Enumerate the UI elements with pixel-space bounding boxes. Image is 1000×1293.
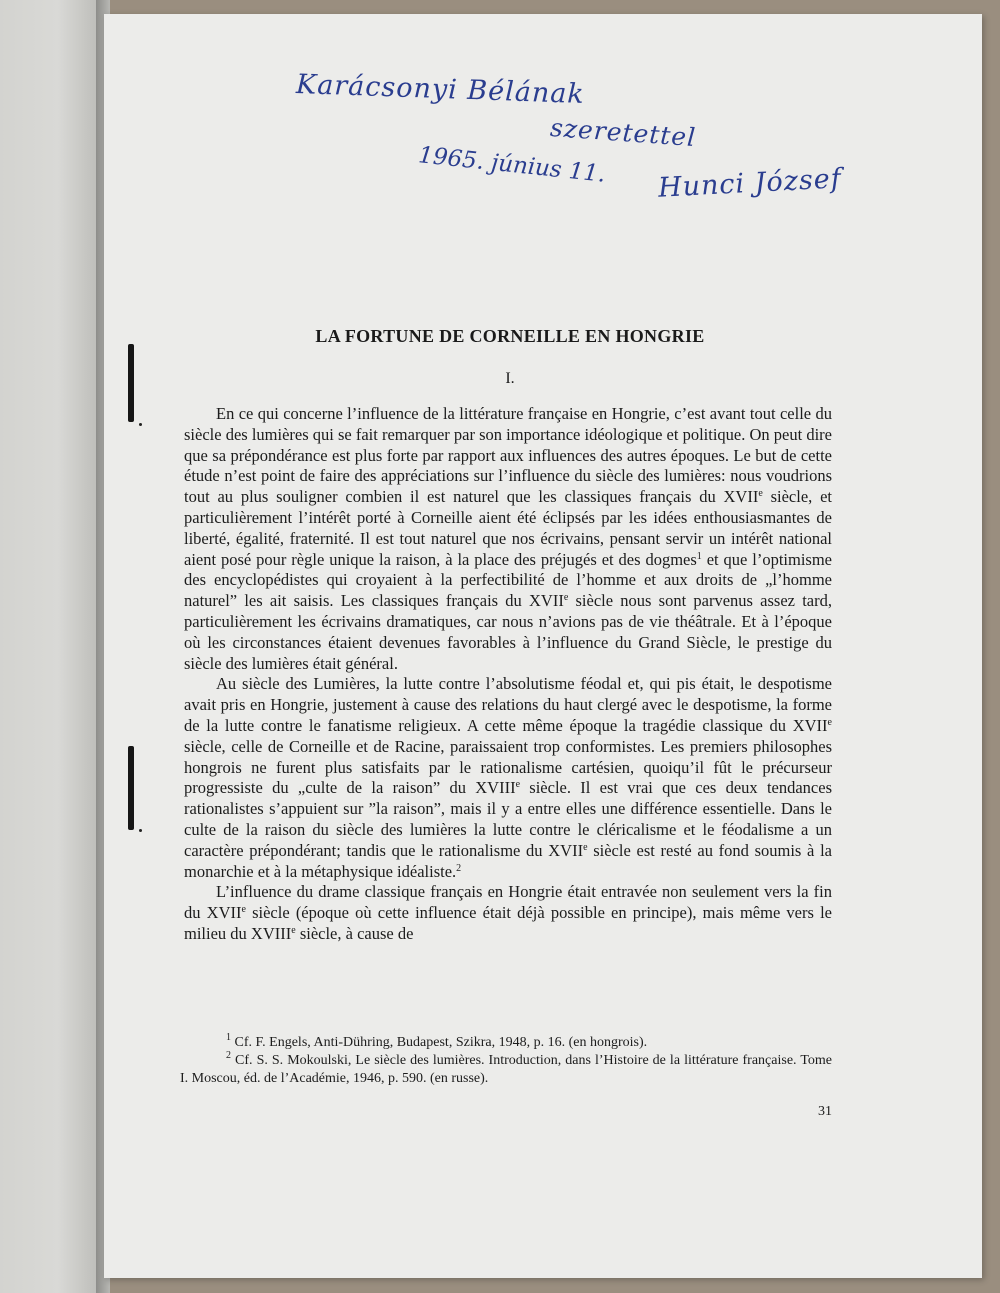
paragraph-2 [184,674,832,882]
superscript: e [515,779,521,791]
dedication-line-1: Karácsonyi Bélának [295,68,586,111]
footnote-1 [180,1034,832,1052]
dedication-date: 1965. június 11. [417,142,607,188]
superscript: e [291,924,296,936]
staple-dot-top [139,423,142,426]
footnote-text: Cf. F. Engels, Anti-Dühring, Budapest, Szikra, 1948, p. 16. (en hongrois). [231,1035,648,1050]
article-title: LA FORTUNE DE CORNEILLE EN HONGRIE [315,326,705,346]
text-run: siècle, et particulièrement l’intérêt porté à Corneille aient été éclipsés par les idées enthousiasmantes de liberté, égalité, fraternité. Il est tout naturel que nos écrivains, pensant servir un intérêt national aient posé pour règle unique la raison, à la place des préjugés et des dogmes [184,487,833,569]
footnote-mark: 2 [226,1050,231,1061]
signature: Hunci József [657,163,843,204]
footnote-ref-1: 1 [696,550,702,562]
text-run: siècle, celle de Corneille et de Racine, paraissaient trop conformistes. Les premiers philosophes hongrois ne furent plus satisfaits par le rationalisme cartésien, quoiqu’il fût le précurseur progressiste du „culte de la raison” du XVIII [184,736,832,798]
superscript: e [241,904,246,916]
superscript: e [563,592,569,604]
footnote-text: Cf. S. S. Mokoulski, Le siècle des lumières. Introduction, dans l’Histoire de la littérature française. Tome I. Moscou, éd. de l’Académie, 1946, p. 590. (en russe). [180,1053,832,1086]
superscript: e [758,488,763,500]
text-run: et que l’optimisme des encyclopédistes qui croyaient à la perfectibilité de l’homme et aux droits de „l’homme naturel” les ait saisis. Les classiques français du XVII [184,549,833,611]
footnotes [180,1034,832,1088]
staple-dot-bottom [139,829,142,832]
superscript: e [583,841,588,853]
footnote-ref-2: 2 [456,862,462,874]
staple-mark-top [128,344,134,422]
article-body [184,404,832,945]
paragraph-3 [184,882,832,944]
text-run: siècle est resté au fond soumis à la monarchie et à la métaphysique idéaliste. [184,840,832,881]
page-number: 31 [818,1104,832,1119]
text-run: Au siècle des Lumières, la lutte contre l’absolutisme féodal et, qui pis était, le despotisme avait pris en Hongrie, justement à cause des relations du haut clergé avec le despotisme, la forme de la lutte contre le fanatisme religieux. A cette même époque la tragédie classique du XVII [184,674,832,735]
dedication-line-2: szeretettel [549,112,698,153]
facing-page [0,0,100,1293]
paragraph-1 [184,404,832,674]
text-run: siècle (époque où cette influence était déjà possible en principe), mais même vers le milieu du XVIII [184,903,832,943]
text-run: siècle, à cause de [295,923,414,943]
section-number: I. [505,370,515,387]
footnote-mark: 1 [226,1032,231,1043]
superscript: e [827,716,832,728]
text-run: En ce qui concerne l’influence de la littérature française en Hongrie, c’est avant tout celle du siècle des lumières qui se fait remarquer par son importance idéologique et politique. On peut dire que sa prépondérance est plus forte par rapport aux influences des autres époques. Le but de cette étude n’est point de faire des appréciations sur l’influence du siècle des lumières: nous voudrions tout au plus souligner combien il est naturel que les classiques français du XVII [184,404,832,507]
text-run: L’influence du drame classique français en Hongrie était entravée non seulement vers la fin du XVII [184,882,832,923]
footnote-2 [180,1052,832,1088]
staple-mark-bottom [128,746,134,830]
text-run: siècle. Il est vrai que ces deux tendances rationalistes s’appuient sur ”la raison”, mais il y a entre elles une différence essentielle. Dans le culte de la raison du siècle des lumières la lutte contre le cléricalisme et le féodalisme a un caractère prépondérant; tandis que le rationalisme du XVII [184,778,832,860]
text-run: siècle nous sont parvenus assez tard, particulièrement les écrivains dramatiques, car nous n’avions pas de vie théâtrale. Et à l’époque où les circonstances étaient devenues favorables à l’influence du Grand Siècle, le prestige du siècle des lumières était général. [184,591,832,673]
